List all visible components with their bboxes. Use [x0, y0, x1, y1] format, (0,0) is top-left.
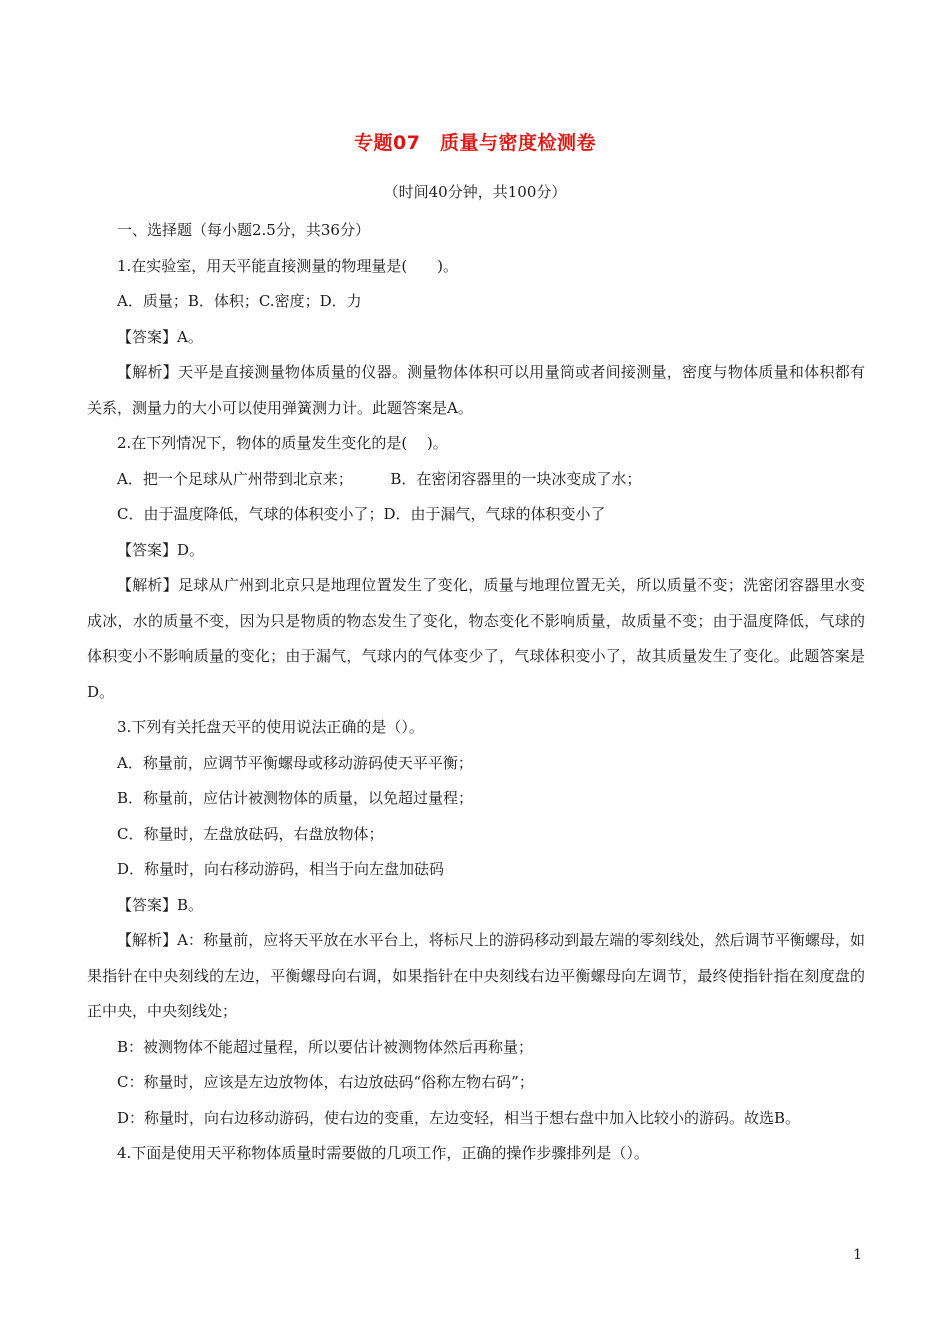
document-body: [87, 213, 865, 1172]
question-3-answer: 【答案】B。: [117, 895, 204, 914]
question-1-analysis: 【解析】天平是直接测量物体质量的仪器。测量物体体积可以用量筒或者间接测量，密度与物体质量和体积都有关系，测量力的大小可以使用弹簧测力计。此题答案是A。: [87, 363, 865, 417]
question-2-options-cd: C．由于温度降低，气球的体积变小了；D．由于漏气，气球的体积变小了: [117, 505, 606, 523]
question-2-answer: 【答案】D。: [117, 540, 205, 559]
page-number: 1: [853, 1247, 862, 1263]
question-3-option-d: D．称量时，向右移动游码，相当于向左盘加砝码: [117, 860, 445, 878]
question-3-analysis-b: B：被测物体不能超过量程，所以要估计被测物体然后再称量；: [117, 1037, 534, 1056]
question-3-option-a: A．称量前，应调节平衡螺母或移动游码使天平平衡；: [117, 753, 473, 772]
question-2-options-ab: A．把一个足球从广州带到北京来； B．在密闭容器里的一块冰变成了水；: [117, 469, 642, 488]
question-1: 1.在实验室，用天平能直接测量的物理量是( )。: [117, 256, 459, 275]
exam-info: （时间40分钟，共100分）: [383, 183, 567, 201]
question-1-answer: 【答案】A。: [117, 327, 203, 346]
question-3-analysis-d: D：称量时，向右边移动游码，使右边的变重，左边变轻，相当于想右盘中加入比较小的游码。故选B。: [117, 1108, 801, 1127]
section-heading: 一、选择题（每小题2.5分，共36分）: [117, 221, 370, 239]
question-1-options: A．质量；B．体积；C.密度；D．力: [117, 292, 362, 310]
question-2-analysis: 【解析】足球从广州到北京只是地理位置发生了变化，质量与地理位置无关，所以质量不变；洗密闭容器里水变成冰，水的质量不变，因为只是物质的物态发生了变化，物态变化不影响质量，故质量不变；由于温度降低，气球的体积变小不影响质量的变化；由于漏气，气球内的气体变少了，气球体积变小了，故其质量发生了变化。此题答案是D。: [87, 576, 865, 701]
question-4: 4.下面是使用天平称物体质量时需要做的几项工作，正确的操作步骤排列是（）。: [117, 1144, 649, 1162]
page-title: 专题07 质量与密度检测卷: [354, 132, 596, 154]
question-2: 2.在下列情况下，物体的质量发生变化的是( )。: [117, 434, 448, 452]
question-3-analysis-c: C：称量时，应该是左边放物体，右边放砝码“俗称左物右码”；: [117, 1073, 534, 1091]
question-3-option-b: B．称量前，应估计被测物体的质量，以免超过量程；: [117, 789, 474, 807]
question-3-analysis-a: 【解析】A：称量前，应将天平放在水平台上，将标尺上的游码移动到最左端的零刻线处，然后调节平衡螺母，如果指针在中央刻线的左边，平衡螺母向右调，如果指针在中央刻线右边平衡螺母向左调节，最终使指针指在刻度盘的正中央，中央刻线处；: [87, 931, 865, 1020]
question-3: 3.下列有关托盘天平的使用说法正确的是（）。: [117, 718, 424, 736]
question-3-option-c: C．称量时，左盘放砝码，右盘放物体；: [117, 824, 384, 843]
